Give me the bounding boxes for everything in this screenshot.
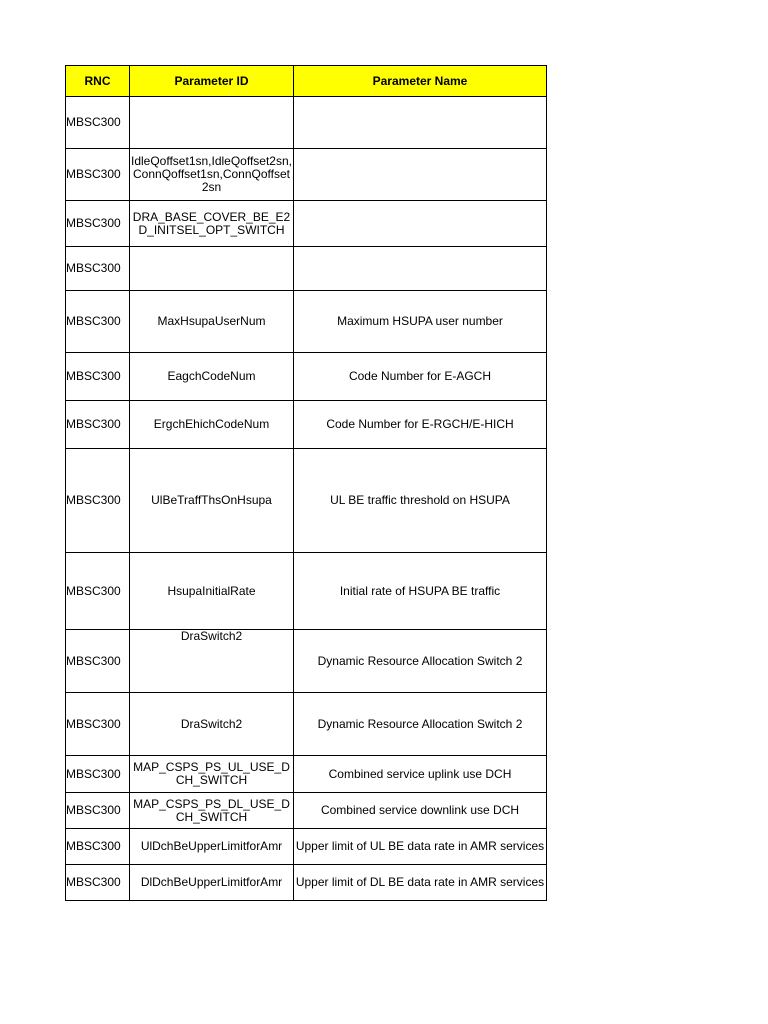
rnc-cell: MBSC300 [66, 401, 130, 449]
rnc-cell: MBSC300 [66, 97, 130, 149]
parameter-id-cell: UlBeTraffThsOnHsupa [130, 449, 294, 553]
parameter-id-cell: UlDchBeUpperLimitforAmr [130, 829, 294, 865]
rnc-cell: MBSC300 [66, 756, 130, 793]
rnc-cell: MBSC300 [66, 553, 130, 630]
parameter-name-cell [294, 97, 547, 149]
rnc-cell: MBSC300 [66, 865, 130, 901]
parameter-name-cell: Upper limit of DL BE data rate in AMR services [294, 865, 547, 901]
rnc-cell: MBSC300 [66, 353, 130, 401]
parameter-name-cell: Code Number for E-AGCH [294, 353, 547, 401]
header-row [66, 66, 547, 97]
table-row [66, 247, 547, 291]
parameter-id-cell: MAP_CSPS_PS_UL_USE_DCH_SWITCH [130, 756, 294, 793]
table-row [66, 829, 547, 865]
parameter-id-cell: DlDchBeUpperLimitforAmr [130, 865, 294, 901]
parameter-id-cell: MAP_CSPS_PS_DL_USE_DCH_SWITCH [130, 793, 294, 829]
table-row [66, 756, 547, 793]
parameter-name-cell: Dynamic Resource Allocation Switch 2 [294, 693, 547, 756]
table-row [66, 630, 547, 693]
parameter-table [65, 65, 547, 901]
parameter-name-cell: Combined service downlink use DCH [294, 793, 547, 829]
parameter-name-cell: UL BE traffic threshold on HSUPA [294, 449, 547, 553]
table-row [66, 291, 547, 353]
parameter-id-cell: DraSwitch2 [130, 693, 294, 756]
table-row [66, 401, 547, 449]
parameter-name-cell [294, 149, 547, 201]
rnc-cell: MBSC300 [66, 829, 130, 865]
rnc-cell: MBSC300 [66, 247, 130, 291]
parameter-id-cell: IdleQoffset1sn,IdleQoffset2sn,ConnQoffset1sn,ConnQoffset2sn [130, 149, 294, 201]
parameter-id-cell [130, 97, 294, 149]
rnc-cell: MBSC300 [66, 630, 130, 693]
parameter-name-cell: Combined service uplink use DCH [294, 756, 547, 793]
table-row [66, 553, 547, 630]
parameter-name-cell: Code Number for E-RGCH/E-HICH [294, 401, 547, 449]
table-row [66, 693, 547, 756]
rnc-cell: MBSC300 [66, 291, 130, 353]
parameter-id-cell: EagchCodeNum [130, 353, 294, 401]
parameter-id-cell: DRA_BASE_COVER_BE_E2D_INITSEL_OPT_SWITCH [130, 201, 294, 247]
parameter-id-cell [130, 247, 294, 291]
parameter-id-cell: MaxHsupaUserNum [130, 291, 294, 353]
rnc-cell: MBSC300 [66, 201, 130, 247]
rnc-cell: MBSC300 [66, 693, 130, 756]
parameter-id-cell: ErgchEhichCodeNum [130, 401, 294, 449]
parameter-name-cell: Dynamic Resource Allocation Switch 2 [294, 630, 547, 693]
table-row [66, 149, 547, 201]
table-row [66, 353, 547, 401]
parameter-id-cell: HsupaInitialRate [130, 553, 294, 630]
parameter-name-cell: Maximum HSUPA user number [294, 291, 547, 353]
rnc-cell: MBSC300 [66, 793, 130, 829]
table-row [66, 865, 547, 901]
parameter-name-cell: Upper limit of UL BE data rate in AMR services [294, 829, 547, 865]
rnc-cell: MBSC300 [66, 149, 130, 201]
parameter-name-cell [294, 201, 547, 247]
header-rnc: RNC [66, 66, 130, 97]
table-row [66, 449, 547, 553]
table-row [66, 201, 547, 247]
table-row [66, 97, 547, 149]
table-row [66, 793, 547, 829]
parameter-name-cell: Initial rate of HSUPA BE traffic [294, 553, 547, 630]
header-parameter-name: Parameter Name [294, 66, 547, 97]
rnc-cell: MBSC300 [66, 449, 130, 553]
parameter-id-cell: DraSwitch2 [130, 630, 294, 693]
parameter-name-cell [294, 247, 547, 291]
header-parameter-id: Parameter ID [130, 66, 294, 97]
